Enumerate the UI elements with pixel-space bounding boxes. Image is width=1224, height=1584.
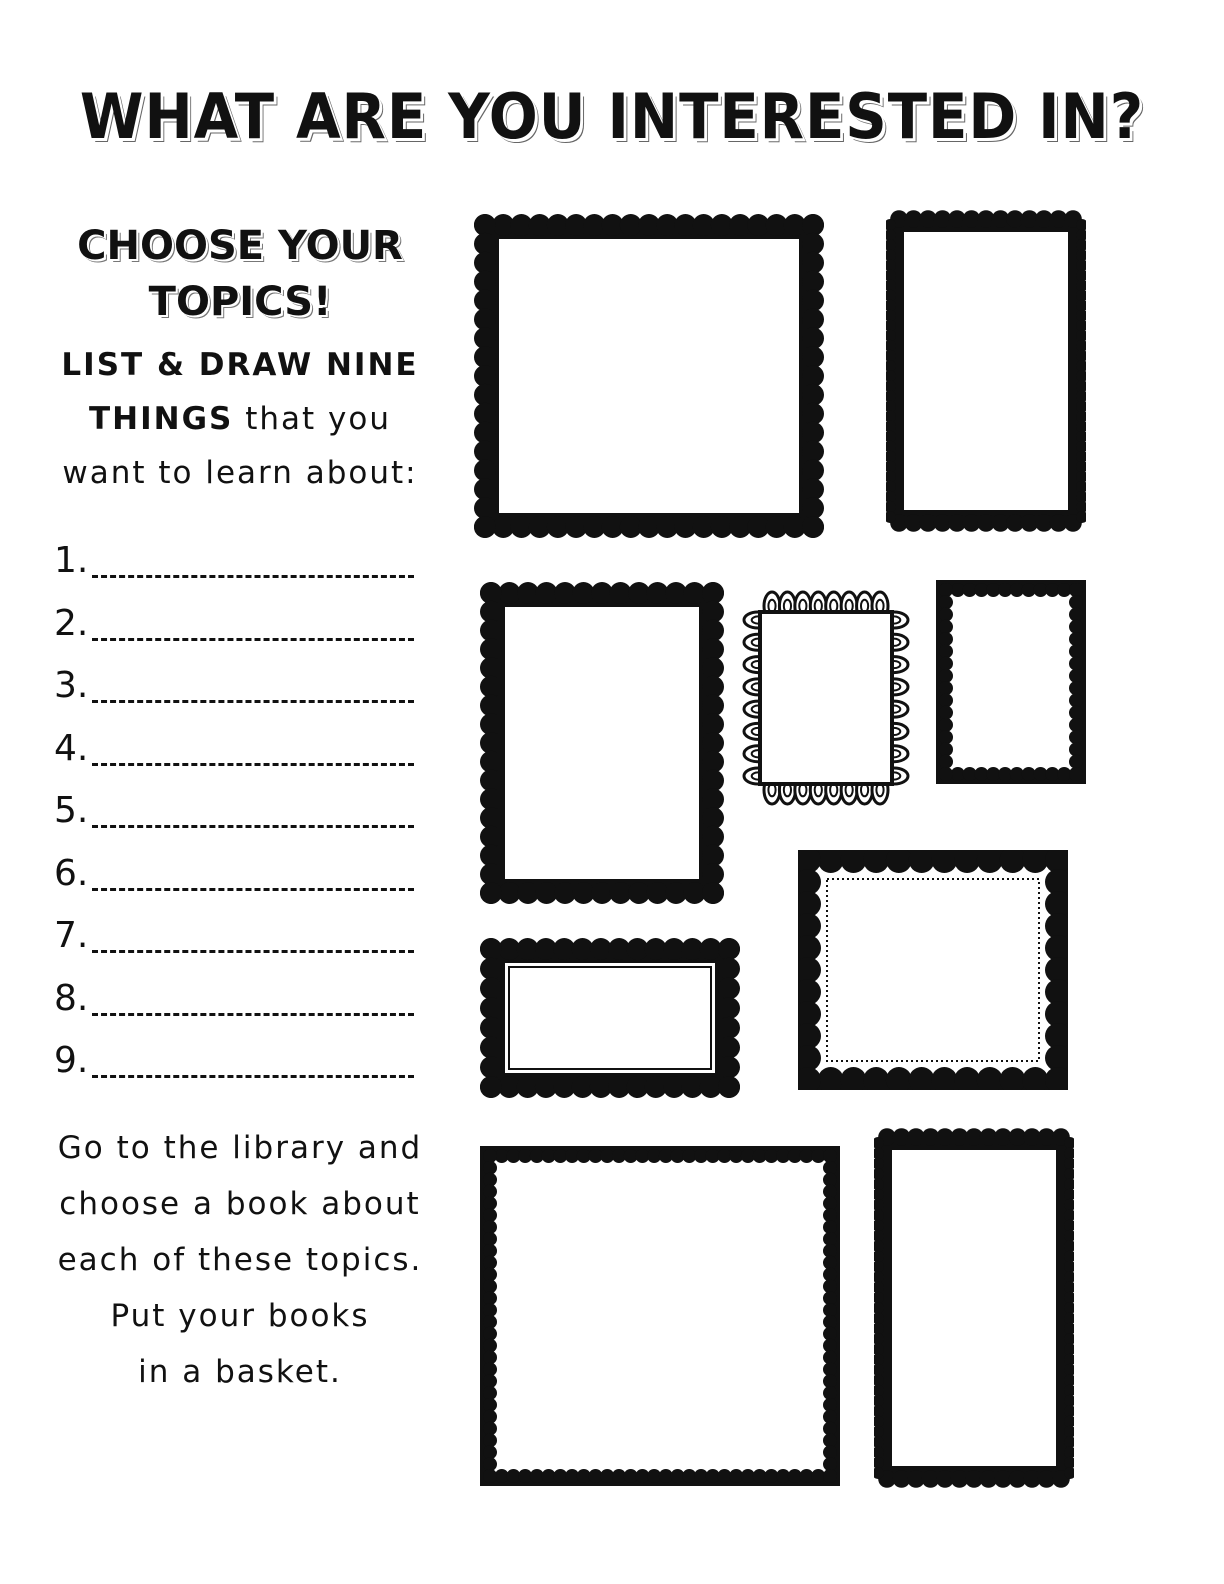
topic-list xyxy=(54,530,414,1093)
drawing-frame-3[interactable] xyxy=(480,582,724,904)
list-item[interactable] xyxy=(54,593,414,656)
list-item[interactable] xyxy=(54,718,414,781)
instructions-line-2 xyxy=(40,392,440,446)
subtitle-line-2: TOPICS! xyxy=(148,279,332,325)
list-number: 8. xyxy=(54,977,89,1019)
drawing-frame-4[interactable] xyxy=(738,580,914,816)
library-line-2: choose a book about xyxy=(59,1186,421,1222)
list-number: 3. xyxy=(54,665,89,706)
drawing-frame-1[interactable] xyxy=(474,214,824,538)
list-item[interactable] xyxy=(54,905,414,968)
drawing-frame-5[interactable] xyxy=(936,580,1086,784)
blank-line[interactable] xyxy=(92,573,414,578)
page-title: WHAT ARE YOU INTERESTED IN? xyxy=(79,80,1145,153)
list-item[interactable] xyxy=(54,780,414,843)
list-item[interactable] xyxy=(54,1030,414,1093)
blank-line[interactable] xyxy=(92,886,414,891)
drawing-frame-7[interactable] xyxy=(480,938,740,1098)
instructions-bold-1: LIST & DRAW NINE xyxy=(61,347,419,383)
blank-line[interactable] xyxy=(92,1073,414,1078)
drawing-frame-8[interactable] xyxy=(480,1146,840,1486)
list-item[interactable] xyxy=(54,655,414,718)
blank-line[interactable] xyxy=(92,823,414,828)
subtitle-line-1: CHOOSE YOUR xyxy=(77,223,403,269)
list-number: 6. xyxy=(54,852,89,894)
list-number: 9. xyxy=(54,1040,89,1081)
blank-line[interactable] xyxy=(92,698,414,703)
list-item[interactable] xyxy=(54,530,414,593)
instructions-line-3: want to learn about: xyxy=(62,455,418,491)
list-number: 4. xyxy=(54,727,89,769)
blank-line[interactable] xyxy=(92,636,414,641)
library-instructions xyxy=(40,1120,440,1400)
list-number: 7. xyxy=(54,915,89,956)
instructions-bold-2: THINGS xyxy=(89,401,234,437)
instructions-line-1 xyxy=(40,338,440,392)
list-item[interactable] xyxy=(54,968,414,1031)
drawing-frame-9[interactable] xyxy=(874,1126,1074,1490)
list-item[interactable] xyxy=(54,843,414,906)
blank-line[interactable] xyxy=(92,1011,414,1016)
drawing-frame-2[interactable] xyxy=(886,208,1086,534)
list-number: 2. xyxy=(54,602,89,644)
instructions-rest-2: that you xyxy=(233,401,391,437)
blank-line[interactable] xyxy=(92,948,414,953)
drawing-frame-6[interactable] xyxy=(798,850,1068,1090)
list-number: 1. xyxy=(54,540,89,581)
library-line-3: each of these topics. xyxy=(57,1242,423,1278)
blank-line[interactable] xyxy=(92,761,414,766)
list-number: 5. xyxy=(54,790,89,831)
library-line-1: Go to the library and xyxy=(57,1130,423,1166)
library-line-4: Put your books xyxy=(110,1298,370,1334)
library-line-5: in a basket. xyxy=(138,1354,342,1390)
